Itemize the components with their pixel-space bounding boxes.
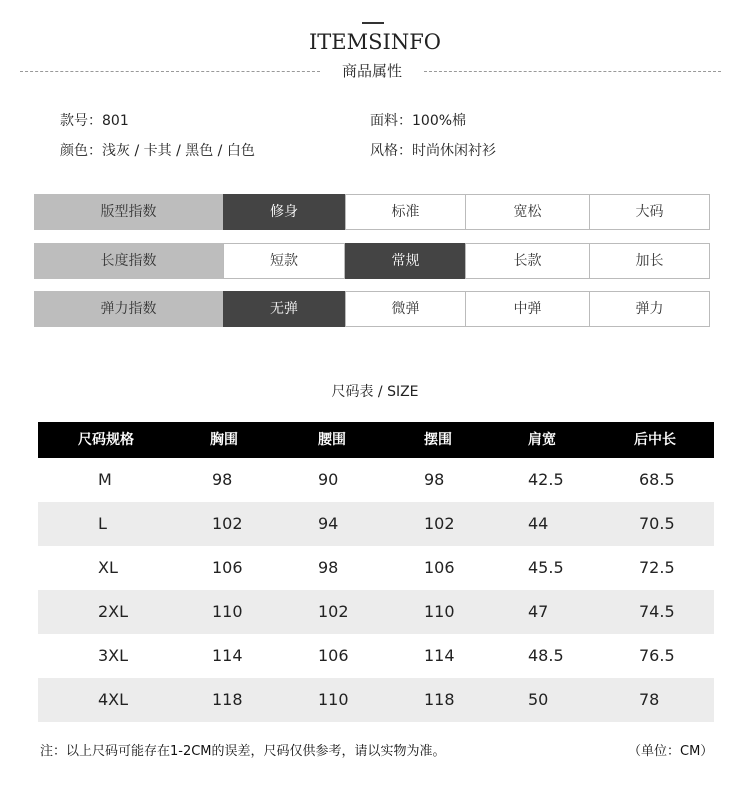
title-decoration-bar xyxy=(362,22,384,24)
table-row xyxy=(38,634,714,678)
table-body xyxy=(38,458,714,722)
table-cell: 44 xyxy=(528,514,549,533)
index-option: 中弹 xyxy=(465,291,590,327)
index-option: 微弹 xyxy=(345,291,466,327)
table-cell: 68.5 xyxy=(639,470,675,489)
table-row xyxy=(38,546,714,590)
table-cell: 72.5 xyxy=(639,558,675,577)
index-option: 弹力 xyxy=(589,291,710,327)
table-cell: 102 xyxy=(424,514,455,533)
table-cell: 3XL xyxy=(98,646,129,665)
size-table xyxy=(38,422,714,722)
table-cell: 76.5 xyxy=(639,646,675,665)
divider-right xyxy=(424,71,721,72)
table-cell: 4XL xyxy=(98,690,129,709)
page-title: ITEMSINFO xyxy=(309,30,441,54)
table-cell: 98 xyxy=(318,558,339,577)
table-cell: 50 xyxy=(528,690,549,709)
unit-label: （单位：CM） xyxy=(628,744,714,759)
page-subtitle: 商品属性 xyxy=(341,62,402,80)
column-header: 尺码规格 xyxy=(78,432,134,448)
colors: 颜色：浅灰 / 卡其 / 黑色 / 白色 xyxy=(60,143,255,159)
divider-left xyxy=(20,71,320,72)
table-row xyxy=(38,590,714,634)
index-option: 宽松 xyxy=(465,194,590,230)
table-cell: 98 xyxy=(424,470,445,489)
table-cell: 118 xyxy=(212,690,243,709)
table-cell: 110 xyxy=(424,602,455,621)
table-cell: 48.5 xyxy=(528,646,564,665)
index-row xyxy=(34,291,710,327)
table-cell: 42.5 xyxy=(528,470,564,489)
index-option: 标准 xyxy=(345,194,466,230)
table-cell: 118 xyxy=(424,690,455,709)
table-cell: 106 xyxy=(318,646,349,665)
index-option: 加长 xyxy=(589,243,710,279)
table-cell: 78 xyxy=(639,690,660,709)
table-cell: 106 xyxy=(212,558,243,577)
index-label: 长度指数 xyxy=(34,243,223,279)
table-cell: M xyxy=(98,470,112,489)
column-header: 摆围 xyxy=(424,432,452,448)
table-cell: 90 xyxy=(318,470,339,489)
table-cell: 70.5 xyxy=(639,514,675,533)
index-option: 修身 xyxy=(223,194,345,230)
table-cell: 114 xyxy=(212,646,243,665)
table-cell: L xyxy=(98,514,107,533)
table-cell: 110 xyxy=(212,602,243,621)
table-cell: 102 xyxy=(318,602,349,621)
index-option: 大码 xyxy=(589,194,710,230)
index-option: 常规 xyxy=(345,243,466,279)
table-header xyxy=(38,422,714,458)
column-header: 肩宽 xyxy=(528,432,556,448)
table-row xyxy=(38,502,714,546)
table-cell: 45.5 xyxy=(528,558,564,577)
index-row xyxy=(34,243,710,279)
index-option: 无弹 xyxy=(223,291,345,327)
index-label: 版型指数 xyxy=(34,194,223,230)
index-option: 短款 xyxy=(223,243,345,279)
table-cell: 114 xyxy=(424,646,455,665)
column-header: 腰围 xyxy=(318,432,346,448)
column-header: 后中长 xyxy=(634,432,676,448)
table-cell: 47 xyxy=(528,602,549,621)
size-note: 注：以上尺码可能存在1-2CM的误差，尺码仅供参考，请以实物为准。 xyxy=(40,744,446,759)
table-cell: XL xyxy=(98,558,118,577)
index-option: 长款 xyxy=(465,243,590,279)
column-header: 胸围 xyxy=(210,432,238,448)
table-cell: 110 xyxy=(318,690,349,709)
table-cell: 106 xyxy=(424,558,455,577)
fabric: 面料：100%棉 xyxy=(370,113,467,129)
style-number: 款号：801 xyxy=(60,113,129,129)
table-row xyxy=(38,678,714,722)
table-cell: 102 xyxy=(212,514,243,533)
style: 风格：时尚休闲衬衫 xyxy=(370,143,496,159)
table-row xyxy=(38,458,714,502)
index-row xyxy=(34,194,710,230)
table-cell: 74.5 xyxy=(639,602,675,621)
size-table-title: 尺码表 / SIZE xyxy=(331,384,419,400)
index-label: 弹力指数 xyxy=(34,291,223,327)
table-cell: 94 xyxy=(318,514,339,533)
table-cell: 2XL xyxy=(98,602,129,621)
table-cell: 98 xyxy=(212,470,233,489)
